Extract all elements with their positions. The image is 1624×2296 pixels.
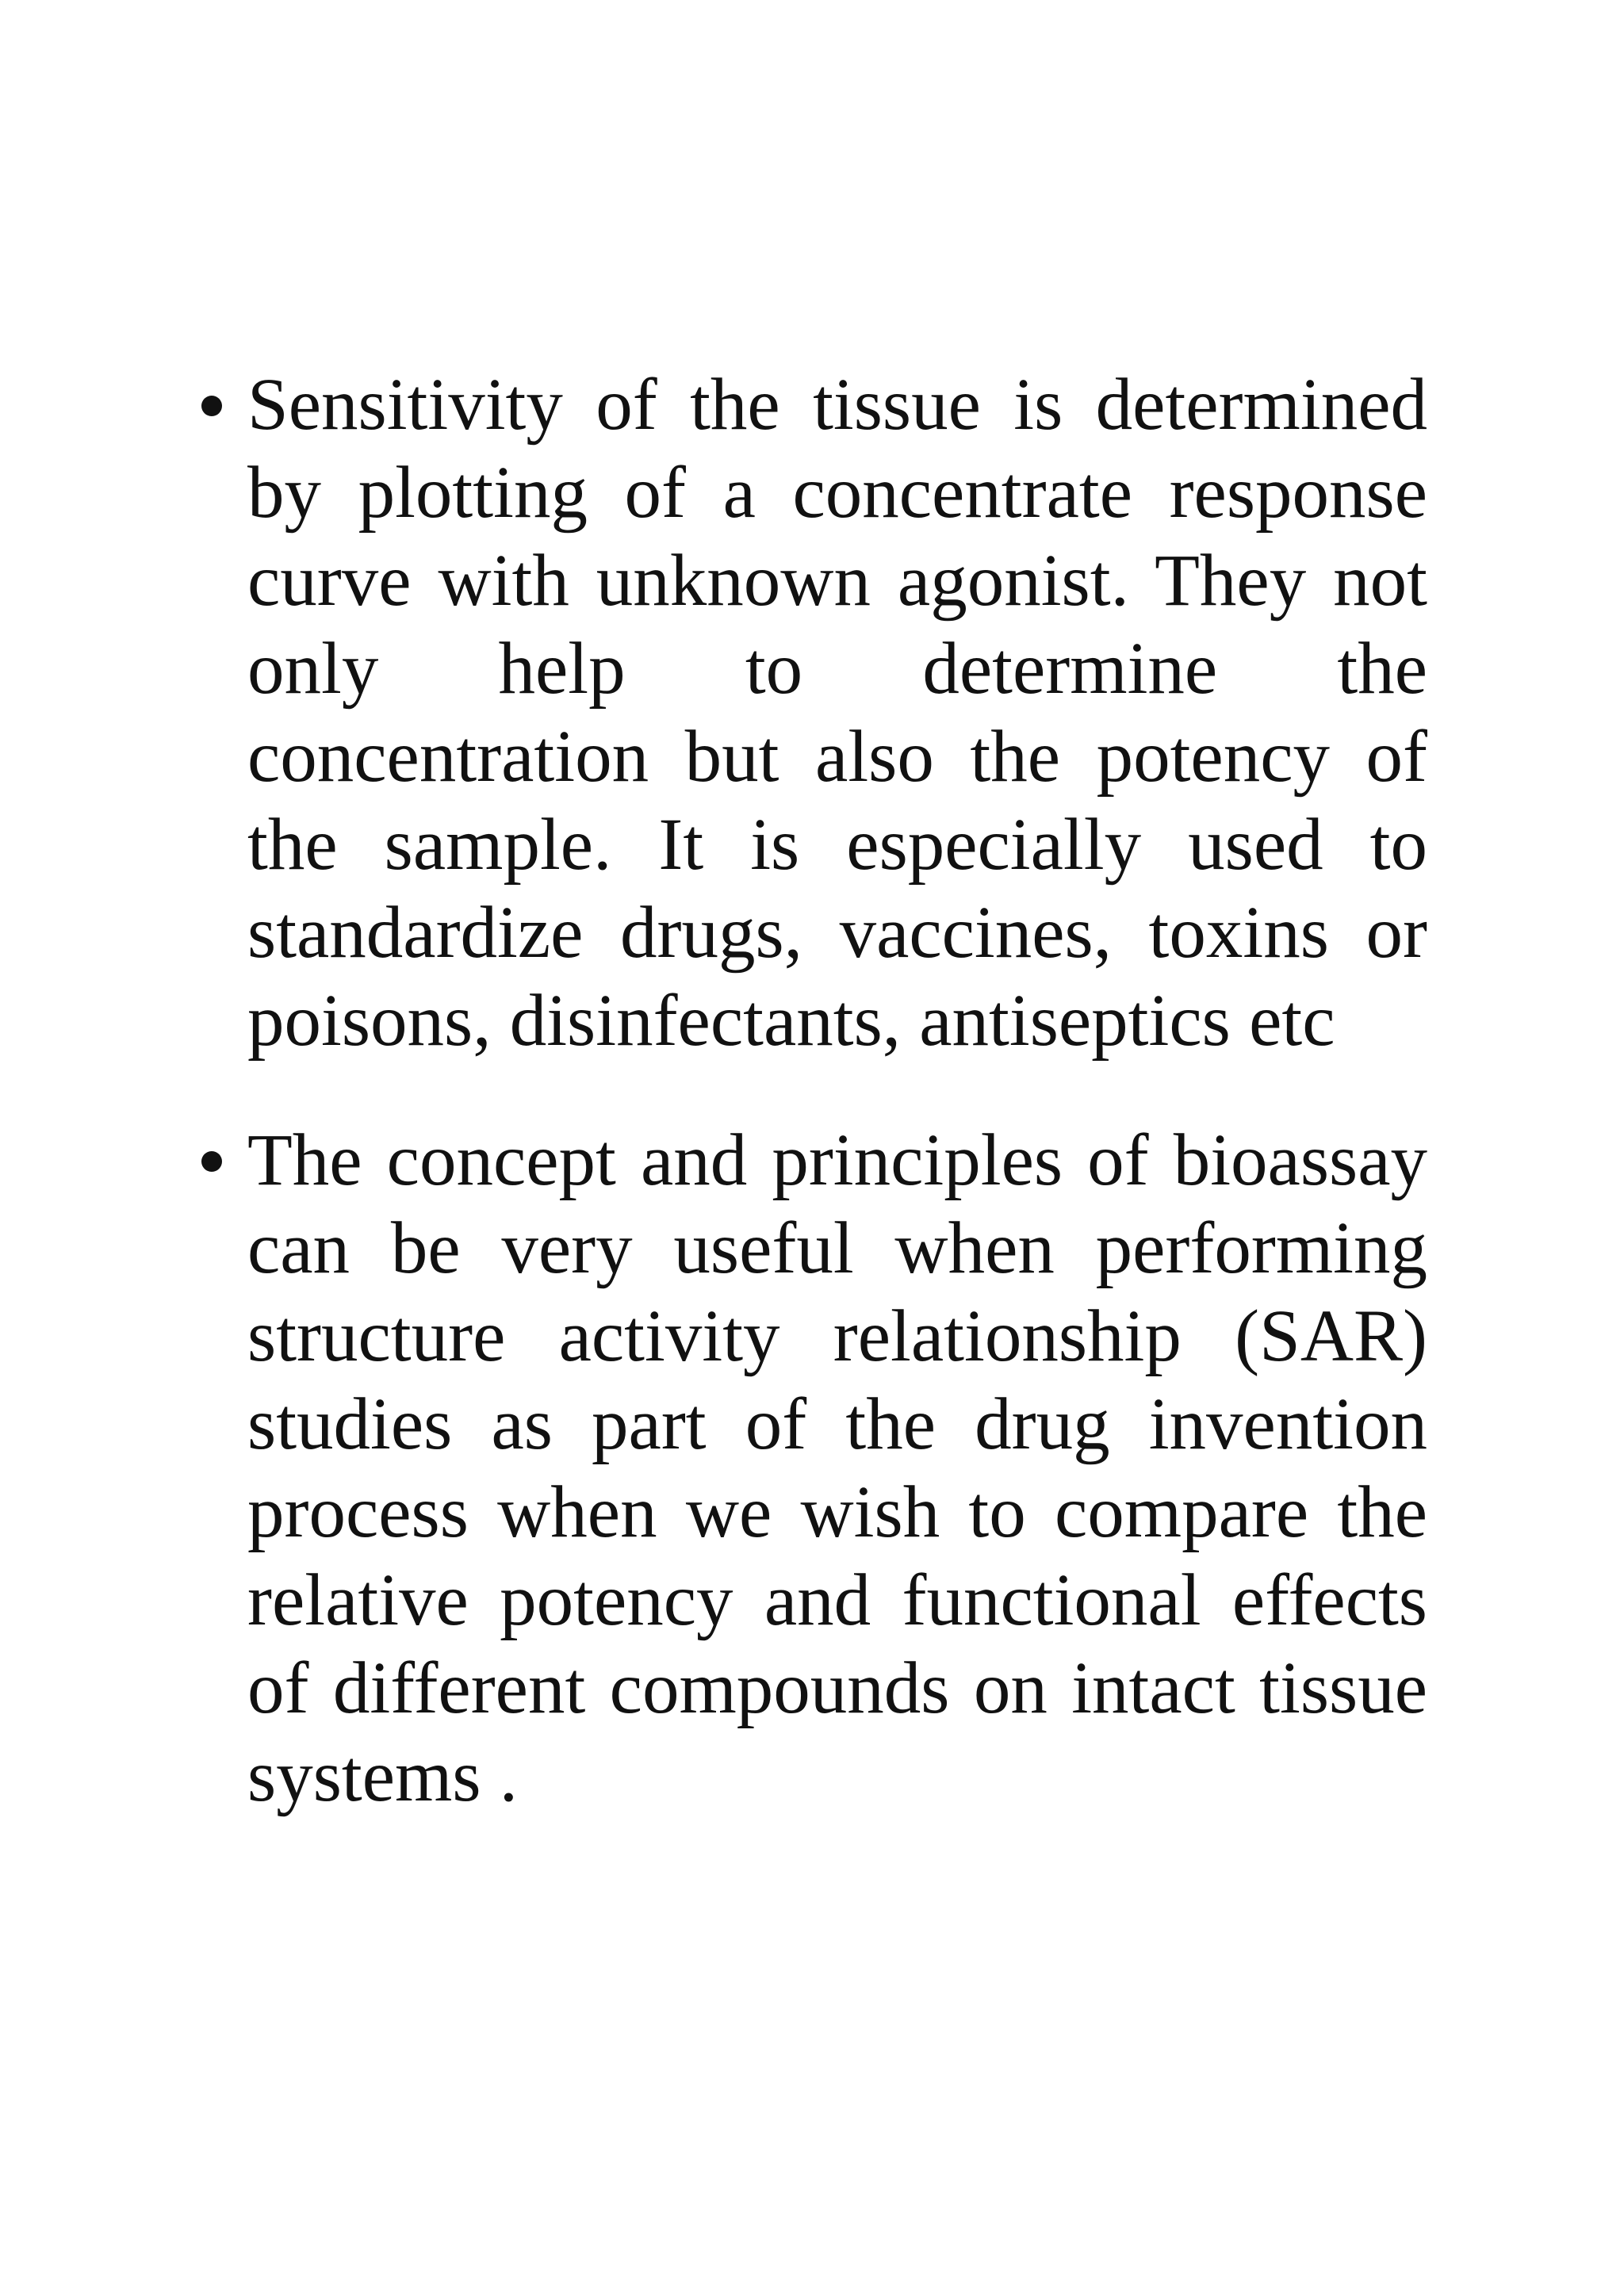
bullet-text: The concept and principles of bioassay can be very useful when performing structure activity relationship (SAR) studies as part of the drug invention process when we wish to compare the relative potency and functional effects of different compounds on intact tissue systems . [247, 1119, 1427, 1817]
bullet-list [190, 361, 1427, 1820]
bullet-item-sensitivity [190, 361, 1427, 1065]
bullet-icon [201, 396, 222, 416]
bullet-icon [201, 1151, 222, 1172]
bullet-item-bioassay-concept [190, 1116, 1427, 1820]
bullet-text: Sensitivity of the tissue is determined by plotting of a concentrate response curve with unknown agonist. They not only help to determine the concentration but also the potency of the sample. It is especially used to standardize drugs, vaccines, toxins or poisons, disinfectants, antiseptics etc [247, 364, 1427, 1062]
